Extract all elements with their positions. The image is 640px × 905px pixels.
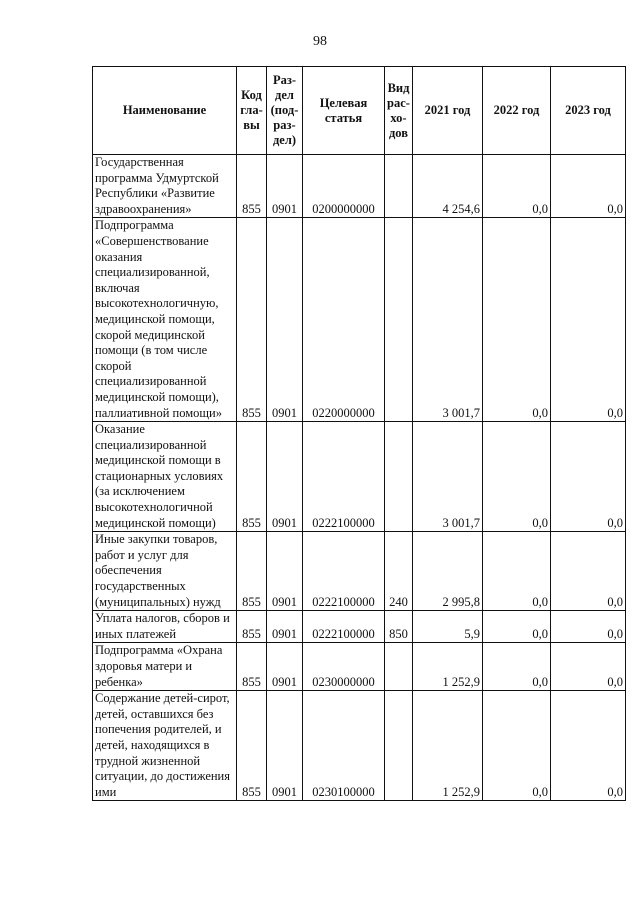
row-name: Государственная программа Удмуртской Республики «Развитие здравоохранения»: [93, 155, 237, 218]
row-2023: 0,0: [551, 691, 626, 801]
row-glava: 855: [237, 532, 267, 611]
row-2021: 5,9: [413, 611, 483, 643]
row-glava: 855: [237, 218, 267, 422]
page-number: 98: [313, 34, 327, 49]
row-2021: 4 254,6: [413, 155, 483, 218]
header-name: Наименование: [93, 67, 237, 155]
row-razdel: 0901: [267, 532, 303, 611]
header-2021: 2021 год: [413, 67, 483, 155]
row-vid: [385, 643, 413, 691]
row-razdel: 0901: [267, 643, 303, 691]
row-statya: 0220000000: [303, 218, 385, 422]
row-2022: 0,0: [483, 611, 551, 643]
row-2023: 0,0: [551, 611, 626, 643]
header-2023: 2023 год: [551, 67, 626, 155]
row-name: Уплата налогов, сборов и иных платежей: [93, 611, 237, 643]
row-glava: 855: [237, 611, 267, 643]
table-row: [93, 643, 626, 691]
row-2022: 0,0: [483, 422, 551, 532]
row-2021: 1 252,9: [413, 643, 483, 691]
row-2023: 0,0: [551, 532, 626, 611]
row-glava: 855: [237, 643, 267, 691]
row-vid: 240: [385, 532, 413, 611]
header-vid: Вид рас-хо-дов: [385, 67, 413, 155]
row-2023: 0,0: [551, 422, 626, 532]
table-row: [93, 422, 626, 532]
row-2021: 3 001,7: [413, 218, 483, 422]
header-row: [93, 67, 626, 155]
row-vid: 850: [385, 611, 413, 643]
row-statya: 0222100000: [303, 422, 385, 532]
row-razdel: 0901: [267, 611, 303, 643]
row-2021: 3 001,7: [413, 422, 483, 532]
row-vid: [385, 155, 413, 218]
header-2022: 2022 год: [483, 67, 551, 155]
row-razdel: 0901: [267, 155, 303, 218]
row-vid: [385, 691, 413, 801]
row-name: Иные закупки товаров, работ и услуг для обеспечения государственных (муниципальных) нужд: [93, 532, 237, 611]
header-razdel: Раз-дел (под-раз-дел): [267, 67, 303, 155]
row-glava: 855: [237, 691, 267, 801]
header-statya: Целевая статья: [303, 67, 385, 155]
row-2022: 0,0: [483, 691, 551, 801]
row-statya: 0222100000: [303, 611, 385, 643]
row-2023: 0,0: [551, 155, 626, 218]
row-name: Оказание специализированной медицинской помощи в стационарных условиях (за исключением высокотехнологичной медицинской помощи): [93, 422, 237, 532]
table-row: [93, 611, 626, 643]
row-name: Подпрограмма «Совершенствование оказания специализированной, включая высокотехнологичную, медицинской помощи, скорой медицинской помощи (в том числе скорой специализированной медицинской помощи), паллиативной помощи»: [93, 218, 237, 422]
budget-table: [92, 66, 626, 801]
row-2022: 0,0: [483, 532, 551, 611]
row-statya: 0222100000: [303, 532, 385, 611]
row-2022: 0,0: [483, 155, 551, 218]
row-name: Подпрограмма «Охрана здоровья матери и ребенка»: [93, 643, 237, 691]
row-razdel: 0901: [267, 422, 303, 532]
row-2021: 2 995,8: [413, 532, 483, 611]
table-row: [93, 218, 626, 422]
table-row: [93, 691, 626, 801]
row-glava: 855: [237, 155, 267, 218]
row-2023: 0,0: [551, 643, 626, 691]
row-razdel: 0901: [267, 218, 303, 422]
table-row: [93, 532, 626, 611]
row-statya: 0230100000: [303, 691, 385, 801]
header-glava: Код гла-вы: [237, 67, 267, 155]
row-2022: 0,0: [483, 643, 551, 691]
row-2023: 0,0: [551, 218, 626, 422]
row-2021: 1 252,9: [413, 691, 483, 801]
row-name: Содержание детей-сирот, детей, оставшихся без попечения родителей, и детей, находящихся в трудной жизненной ситуации, до достижения ими: [93, 691, 237, 801]
row-statya: 0200000000: [303, 155, 385, 218]
row-vid: [385, 218, 413, 422]
row-2022: 0,0: [483, 218, 551, 422]
row-vid: [385, 422, 413, 532]
row-glava: 855: [237, 422, 267, 532]
row-statya: 0230000000: [303, 643, 385, 691]
table-row: [93, 155, 626, 218]
row-razdel: 0901: [267, 691, 303, 801]
